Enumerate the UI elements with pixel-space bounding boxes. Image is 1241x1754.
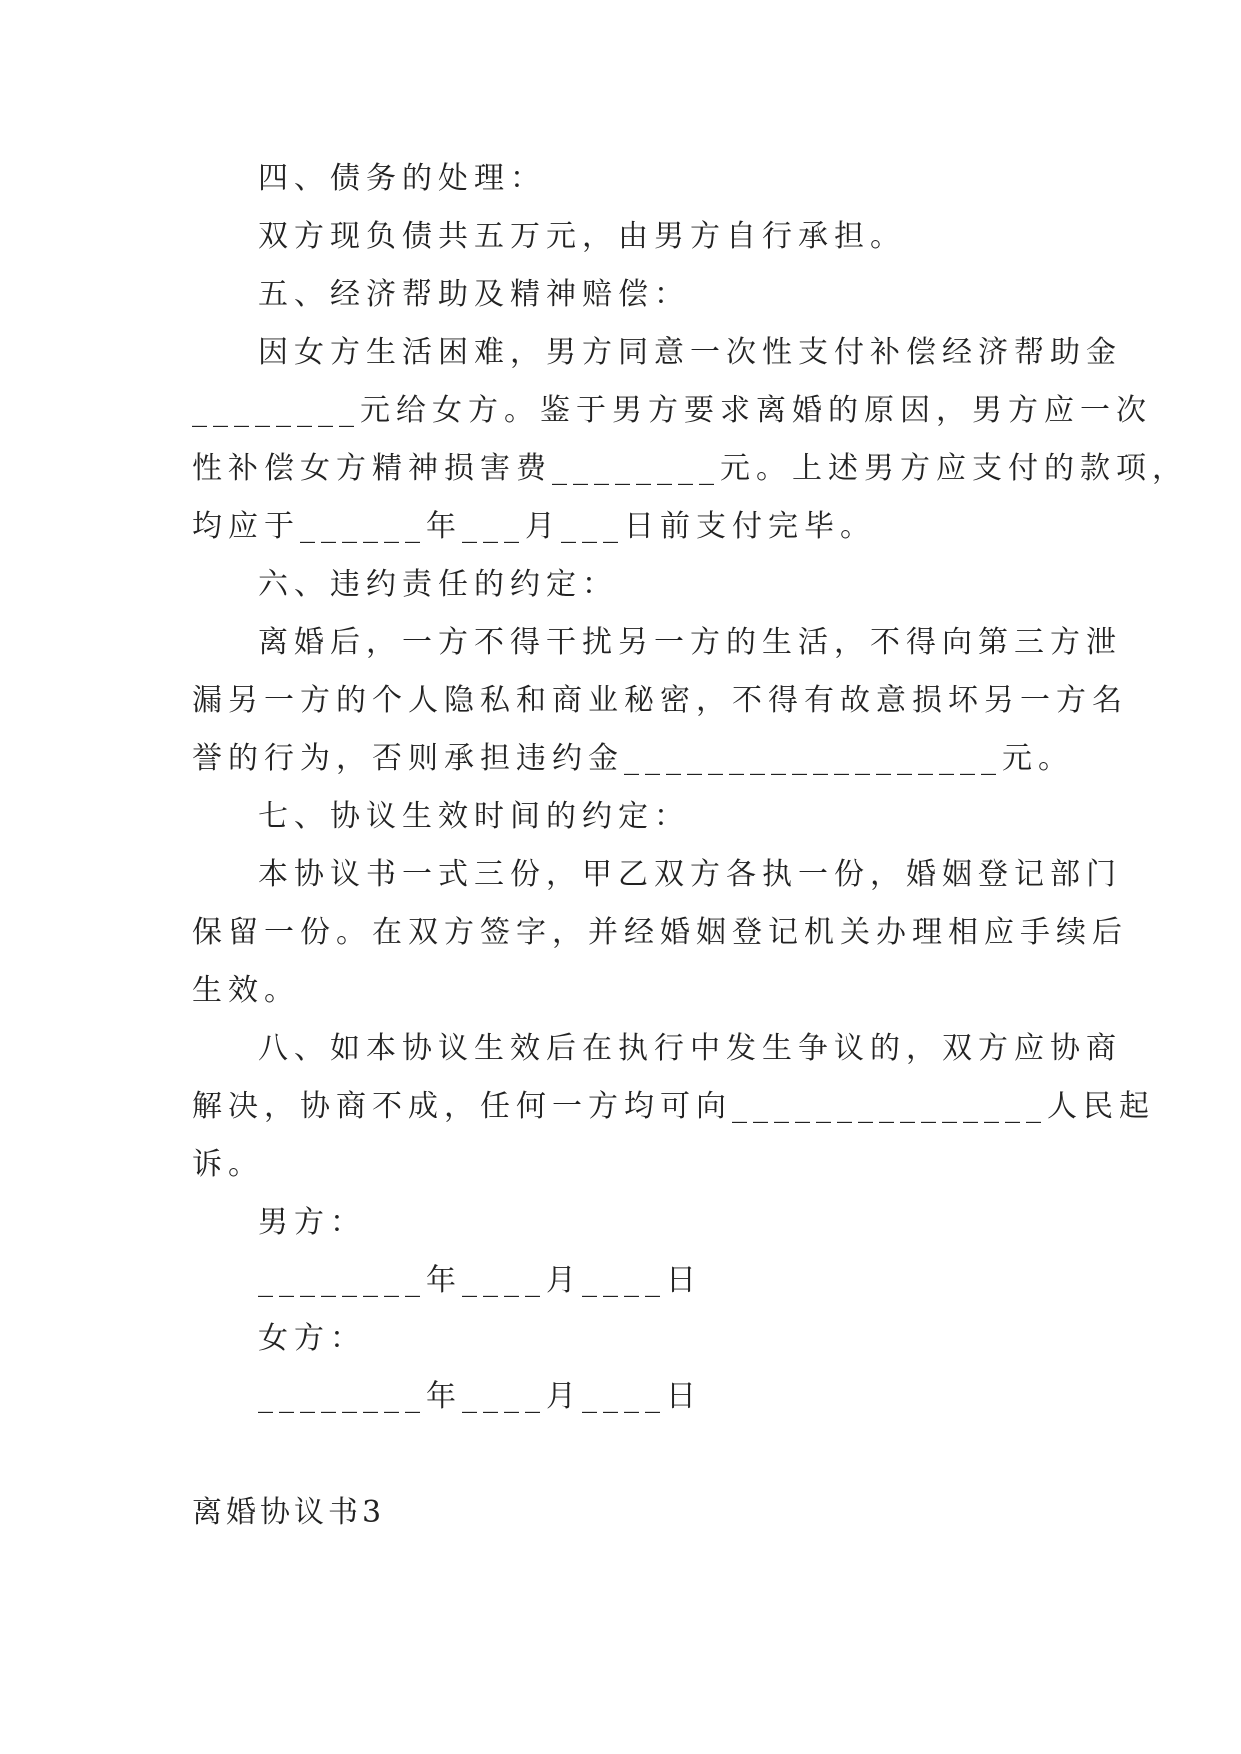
paragraph-line: 本协议书一式三份，甲乙双方各执一份，婚姻登记部门 bbox=[258, 857, 1122, 892]
paragraph-line: 保留一份。在双方签字，并经婚姻登记机关办理相应手续后 bbox=[192, 915, 1128, 950]
section-heading-breach: 六、违约责任的约定： bbox=[258, 567, 618, 602]
section-heading-dispute: 八、如本协议生效后在执行中发生争议的，双方应协商 bbox=[258, 1031, 1122, 1066]
paragraph-line: 性补偿女方精神损害费________元。上述男方应支付的款项， bbox=[192, 451, 1188, 486]
paragraph-line: 诉。 bbox=[192, 1147, 264, 1182]
section-heading-debts: 四、债务的处理： bbox=[258, 161, 546, 196]
paragraph-line: ________元给女方。鉴于男方要求离婚的原因，男方应一次 bbox=[192, 393, 1152, 428]
signature-label-husband: 男方： bbox=[258, 1205, 366, 1240]
paragraph-line: 双方现负债共五万元，由男方自行承担。 bbox=[258, 219, 906, 254]
spacer bbox=[192, 1426, 1058, 1484]
document-page bbox=[192, 150, 1188, 1542]
paragraph-line: 因女方生活困难，男方同意一次性支付补偿经济帮助金 bbox=[258, 335, 1122, 370]
paragraph-line: 解决，协商不成，任何一方均可向_______________人民起 bbox=[192, 1089, 1155, 1124]
signature-label-wife: 女方： bbox=[258, 1321, 366, 1356]
next-document-title: 离婚协议书3 bbox=[192, 1495, 386, 1530]
section-heading-compensation: 五、经济帮助及精神赔偿： bbox=[258, 277, 690, 312]
paragraph-line: 离婚后，一方不得干扰另一方的生活，不得向第三方泄 bbox=[258, 625, 1122, 660]
signature-date-wife: ________年____月____日 bbox=[258, 1379, 702, 1414]
paragraph-line: 漏另一方的个人隐私和商业秘密，不得有故意损坏另一方名 bbox=[192, 683, 1128, 718]
paragraph-line: 生效。 bbox=[192, 973, 300, 1008]
paragraph-line: 誉的行为，否则承担违约金__________________元。 bbox=[192, 741, 1074, 776]
section-heading-effective: 七、协议生效时间的约定： bbox=[258, 799, 690, 834]
paragraph-line: 均应于______年___月___日前支付完毕。 bbox=[192, 509, 876, 544]
signature-date-husband: ________年____月____日 bbox=[258, 1263, 702, 1298]
